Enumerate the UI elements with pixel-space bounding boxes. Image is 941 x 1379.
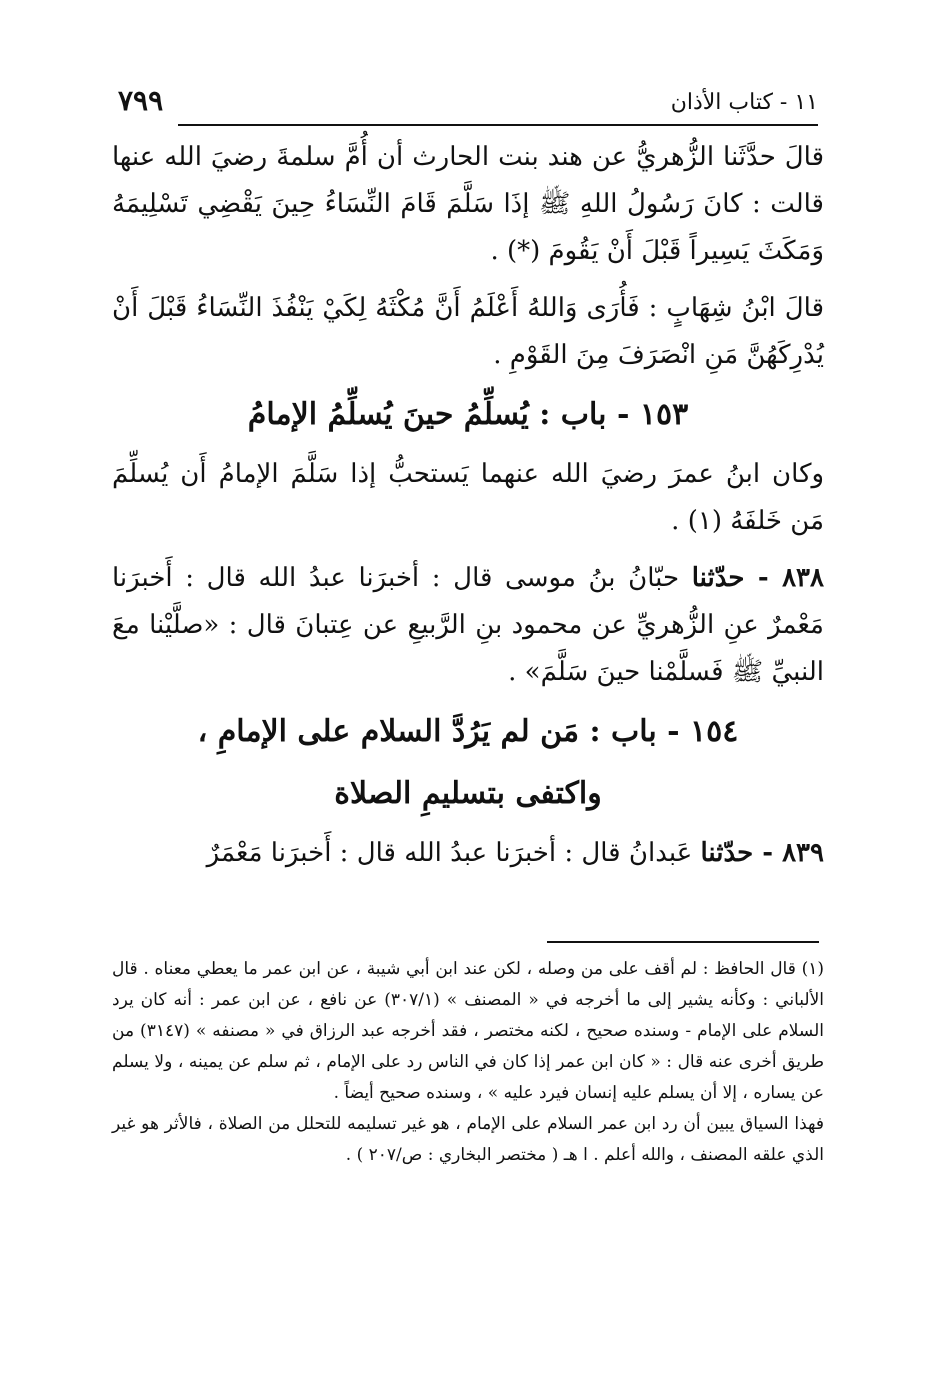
footnote-1-continuation: فهذا السياق يبين أن رد ابن عمر السلام على الإمام ، هو غير تسليمه للتحلل من الصلاة ، فالأثر هو غير الذي علقه المصنف ، والله أعلم . ا هـ ( مختصر البخاري : ص/٢٠٧ ) . [112, 1114, 824, 1165]
hadith-838 [112, 555, 824, 696]
chapter-heading-153: ١٥٣ - باب : يُسلِّمُ حينَ يُسلِّمُ الإمامُ [247, 397, 689, 432]
main-text [112, 134, 824, 877]
chapter-heading-154-line1: ١٥٤ - باب : مَن لم يَرُدَّ السلام على الإمامِ ، [197, 714, 739, 749]
paragraph-hadith-continuation: قالَ حدَّثَنا الزُّهريُّ عن هند بنت الحارث أن أُمَّ سلمةَ رضيَ الله عنها قالت : كانَ رَسُولُ اللهِ ﷺ إذَا سَلَّمَ قَامَ النِّسَاءُ حِينَ يَقْضِي تَسْلِيمَهُ وَمَكَثَ يَسِيراً قَبْلَ أَنْ يَقُومَ (*) . [112, 142, 824, 266]
footnote-rule [547, 941, 819, 943]
running-title: ١١ - كتاب الأذان [670, 90, 818, 115]
paragraph-ibn-shihab: قالَ ابْنُ شِهَابٍ : فَأُرَى وَاللهُ أَعْلَمُ أَنَّ مُكْثَهُ لِكَيْ يَنْفُذَ النِّسَاءُ قَبْلَ أَنْ يُدْرِكَهُنَّ مَنِ انْصَرَفَ مِنَ القَوْمِ . [112, 293, 824, 370]
paragraph-ibn-umar: وكان ابنُ عمرَ رضيَ الله عنهما يَستحبُّ إذا سَلَّمَ الإمامُ أَن يُسلِّمَ مَن خَلفَهُ (١) . [112, 459, 824, 536]
hadith-839-number: ٨٣٩ - حدّثنا [700, 838, 824, 868]
hadith-838-number: ٨٣٨ - حدّثنا [691, 563, 824, 593]
chapter-heading-154-line2: واكتفى بتسليمِ الصلاة [334, 776, 602, 811]
page-header [118, 84, 818, 120]
hadith-839-text: عَبدانُ قال : أخبرَنا عبدُ الله قال : أَخبرَنا مَعْمَرٌ [206, 838, 693, 868]
hadith-839 [112, 830, 824, 877]
footnote-1: (١) قال الحافظ : لم أقف على من وصله ، لكن عند ابن أبي شيبة ، عن ابن عمر ما يعطي معناه . قال الألباني : وكأنه يشير إلى ما أخرجه في « المصنف » (٣٠٧/١) عن نافع ، عن ابن عمر : أنه كان يرد السلام على الإمام - وسنده صحيح ، لكنه مختصر ، فقد أخرجه عبد الرزاق في « مصنفه » (٣١٤٧) من طريق أخرى عنه قال : « كان ابن عمر إذا كان في الناس رد على الإمام ، ثم سلم عن يمينه ، ولا يسلم عن يساره ، إلا أن يسلم عليه إنسان فيرد عليه » ، وسنده صحيح أيضاً . [112, 959, 825, 1103]
header-rule [178, 124, 818, 126]
page-number: ٧٩٩ [118, 84, 164, 117]
hadith-838-text: حبّانُ بنُ موسى قال : أخبرَنا عبدُ الله قال : أَخبرَنا مَعْمرٌ عنِ الزُّهريِّ عن محمود بنِ الرَّبيعِ عن عِتبانَ قال : «صلَّيْنا معَ النبيِّ ﷺ فَسلَّمْنا حينَ سَلَّمَ» . [112, 563, 824, 687]
footnotes [112, 954, 824, 1171]
